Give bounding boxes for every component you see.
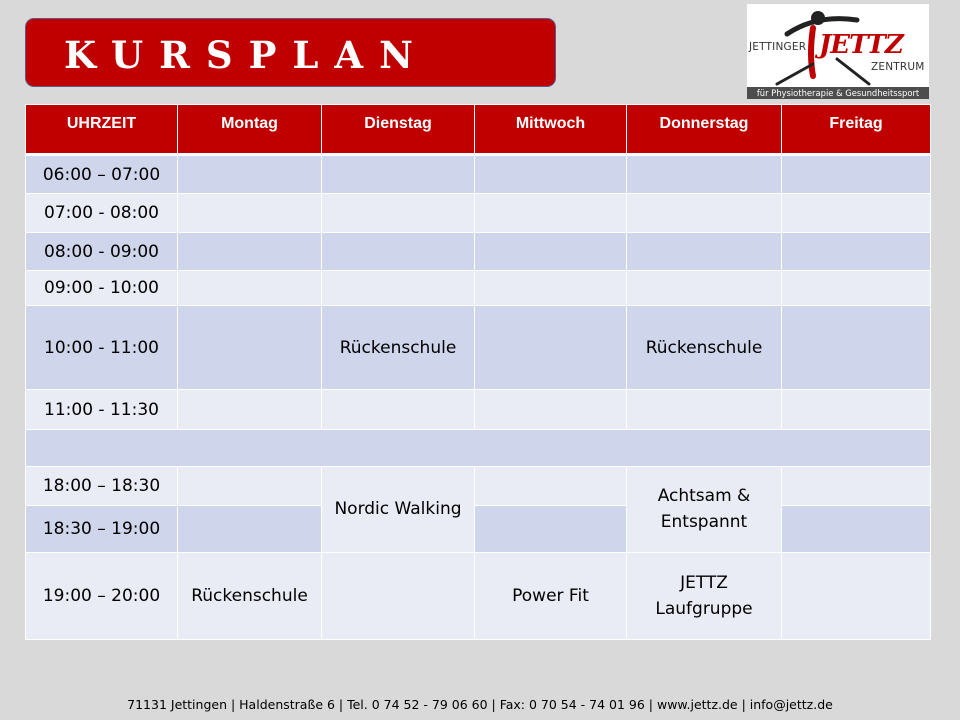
course-cell — [475, 271, 627, 306]
table-header-row — [26, 105, 931, 155]
course-cell — [322, 390, 475, 429]
course-cell — [782, 233, 931, 271]
course-cell — [178, 466, 322, 505]
course-cell — [178, 505, 322, 552]
course-cell — [782, 155, 931, 194]
title-banner — [25, 18, 556, 87]
course-line: JETTZ — [680, 572, 728, 593]
course-cell — [475, 505, 627, 552]
course-cell — [475, 390, 627, 429]
course-cell — [627, 233, 782, 271]
course-cell — [782, 505, 931, 552]
header-monday: Montag — [178, 105, 322, 155]
course-cell — [475, 466, 627, 505]
table-row — [26, 505, 931, 552]
course-cell — [782, 466, 931, 505]
table-row — [26, 552, 931, 639]
header-thursday: Donnerstag — [627, 105, 782, 155]
course-cell — [782, 194, 931, 233]
table-row — [26, 306, 931, 390]
course-cell-thursday-19 — [627, 552, 782, 639]
time-cell: 10:00 - 11:00 — [26, 306, 178, 390]
logo-brand: JETTZ — [819, 30, 903, 60]
table-row — [26, 271, 931, 306]
course-cell — [627, 271, 782, 306]
course-cell — [627, 194, 782, 233]
logo-tagline: für Physiotherapie & Gesundheitssport — [747, 87, 929, 99]
header-tuesday: Dienstag — [322, 105, 475, 155]
course-line: Laufgruppe — [655, 598, 753, 619]
header-wednesday: Mittwoch — [475, 105, 627, 155]
course-cell-wednesday-19: Power Fit — [475, 552, 627, 639]
course-cell — [322, 233, 475, 271]
time-cell: 11:00 - 11:30 — [26, 390, 178, 429]
table-row — [26, 155, 931, 194]
time-cell: 18:00 – 18:30 — [26, 466, 178, 505]
course-cell — [322, 155, 475, 194]
course-cell — [782, 271, 931, 306]
time-cell: 09:00 - 10:00 — [26, 271, 178, 306]
course-cell — [322, 552, 475, 639]
course-cell — [322, 271, 475, 306]
course-cell — [782, 306, 931, 390]
page-title: KURSPLAN — [64, 33, 429, 77]
table-row — [26, 194, 931, 233]
course-cell — [178, 233, 322, 271]
time-cell: 18:30 – 19:00 — [26, 505, 178, 552]
course-cell-thursday-10: Rückenschule — [627, 306, 782, 390]
course-cell — [475, 194, 627, 233]
course-cell-tuesday-18: Nordic Walking — [322, 466, 475, 552]
course-cell — [475, 155, 627, 194]
break-row — [26, 429, 931, 466]
course-cell — [178, 155, 322, 194]
course-cell-thursday-18 — [627, 466, 782, 552]
time-cell: 08:00 - 09:00 — [26, 233, 178, 271]
course-cell — [322, 194, 475, 233]
header-time: UHRZEIT — [26, 105, 178, 155]
course-line: Entspannt — [660, 512, 748, 533]
course-cell — [782, 552, 931, 639]
course-cell — [627, 390, 782, 429]
course-cell — [782, 390, 931, 429]
course-cell-tuesday-10: Rückenschule — [322, 306, 475, 390]
time-cell: 06:00 – 07:00 — [26, 155, 178, 194]
header-friday: Freitag — [782, 105, 931, 155]
logo-text-right: ZENTRUM — [871, 61, 925, 73]
break-cell — [26, 429, 931, 466]
course-cell — [178, 390, 322, 429]
course-schedule-table — [25, 104, 931, 640]
time-cell: 19:00 – 20:00 — [26, 552, 178, 639]
contact-footer: 71131 Jettingen | Haldenstraße 6 | Tel. 0 74 52 - 79 06 60 | Fax: 0 70 54 - 74 01 96 | www.jettz.de | info@jettz.de — [127, 697, 833, 712]
logo-text-left: JETTINGER — [749, 41, 807, 53]
course-cell-monday-19: Rückenschule — [178, 552, 322, 639]
table-row — [26, 233, 931, 271]
course-line: Achtsam & — [657, 486, 751, 507]
jettz-logo — [747, 4, 929, 99]
table-row — [26, 466, 931, 505]
course-cell — [178, 194, 322, 233]
course-cell — [178, 271, 322, 306]
course-cell — [475, 233, 627, 271]
table-row — [26, 390, 931, 429]
course-cell — [178, 306, 322, 390]
time-cell: 07:00 - 08:00 — [26, 194, 178, 233]
course-cell — [475, 306, 627, 390]
course-cell — [627, 155, 782, 194]
